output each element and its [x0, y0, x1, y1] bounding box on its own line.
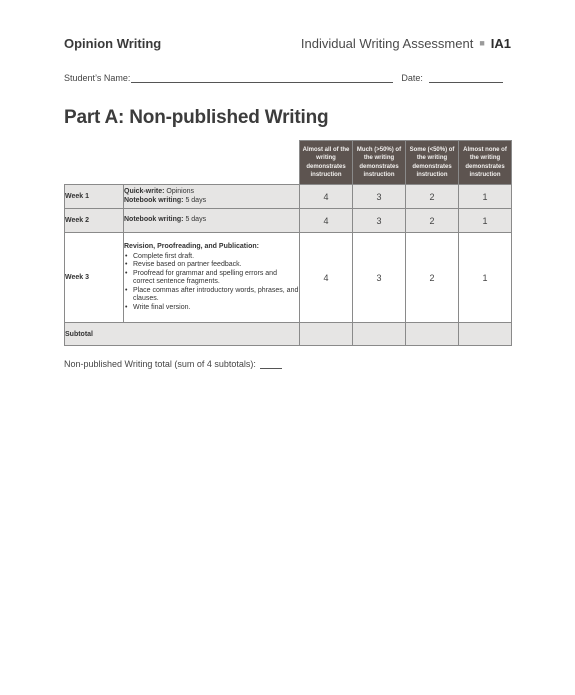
activity-heading: Revision, Proofreading, and Publication: [124, 243, 259, 250]
date-blank[interactable] [429, 73, 503, 83]
subtotal-cell[interactable] [406, 323, 459, 346]
student-name-label: Student’s Name: [64, 73, 131, 83]
scale-header-almost-all: Almost all of the writing demonstrates instruction [300, 141, 353, 185]
score-option-4[interactable]: 4 [300, 209, 353, 233]
header-blank-cell [124, 141, 300, 185]
task-item: • Revise based on partner feedback. [124, 261, 299, 270]
assessment-heading [301, 36, 511, 51]
scale-header-almost-none: Almost none of the writing demonstrates instruction [459, 141, 512, 185]
rubric-table [64, 140, 512, 346]
assessment-name: Individual Writing Assessment [300, 36, 474, 51]
total-row [64, 359, 286, 369]
scale-header-much: Much (>50%) of the writing demonstrates instruction [353, 141, 406, 185]
week-description [124, 209, 300, 233]
unit-title: Opinion Writing [64, 36, 162, 51]
score-option-2[interactable]: 2 [406, 185, 459, 209]
week-label: Week 1 [65, 185, 124, 209]
activity-line: Notebook writing: 5 days [124, 196, 207, 204]
total-blank[interactable] [260, 359, 282, 369]
student-info-row [64, 73, 511, 83]
task-item: • Complete first draft. [124, 253, 299, 262]
scale-header-some: Some (<50%) of the writing demonstrates instruction [406, 141, 459, 185]
date-label: Date: [401, 73, 423, 83]
subtotal-label: Subtotal [65, 323, 300, 346]
score-option-1[interactable]: 1 [459, 185, 512, 209]
score-option-1[interactable]: 1 [459, 209, 512, 233]
task-item: • Place commas after introductory words, phrases, and clauses. [124, 287, 299, 304]
total-label: Non-published Writing total (sum of 4 subtotals): [64, 359, 256, 369]
rubric-header-row [65, 141, 512, 185]
separator-square: ■ [479, 38, 485, 48]
header-blank-cell [65, 141, 124, 185]
score-option-3[interactable]: 3 [353, 209, 406, 233]
score-option-2[interactable]: 2 [406, 209, 459, 233]
activity-line: Notebook writing: 5 days [124, 216, 207, 224]
task-item: • Proofread for grammar and spelling errors and correct sentence fragments. [124, 270, 299, 287]
table-row-week-1 [65, 185, 512, 209]
week-description [124, 185, 300, 209]
score-option-2[interactable]: 2 [406, 233, 459, 323]
week-label: Week 2 [65, 209, 124, 233]
assessment-code: IA1 [490, 36, 511, 51]
activity-line: Quick-write: Opinions [124, 188, 195, 195]
part-title: Part A: Non-published Writing [64, 107, 329, 128]
score-option-1[interactable]: 1 [459, 233, 512, 323]
score-option-3[interactable]: 3 [353, 233, 406, 323]
score-option-3[interactable]: 3 [353, 185, 406, 209]
student-name-blank[interactable] [131, 73, 393, 83]
task-list [124, 253, 299, 313]
week-label: Week 3 [65, 233, 124, 323]
score-option-4[interactable]: 4 [300, 185, 353, 209]
table-row-week-2 [65, 209, 512, 233]
week-description [124, 233, 300, 323]
table-row-week-3 [65, 233, 512, 323]
score-option-4[interactable]: 4 [300, 233, 353, 323]
table-row-subtotal [65, 323, 512, 346]
subtotal-cell[interactable] [459, 323, 512, 346]
subtotal-cell[interactable] [300, 323, 353, 346]
task-item: • Write final version. [124, 304, 299, 313]
subtotal-cell[interactable] [353, 323, 406, 346]
